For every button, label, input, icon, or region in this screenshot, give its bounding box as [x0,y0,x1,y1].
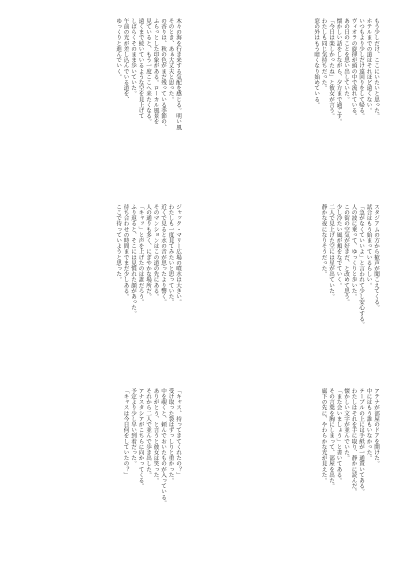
text-column: アテナが部屋のドアを開けた。 [373,388,379,467]
text-column: 静かな夜になりそうだった。 [320,204,327,277]
text-column: 中を覗くと、頼んでおいたものが入っている。 [160,388,167,506]
text-column: 見ていると、もう一度ここへ来たくなる。 [145,18,152,125]
text-column: その言葉を胸にしまって、部屋を出た。 [328,388,335,489]
text-block-middle-left [20,204,180,376]
text-column: わたしも一度見てみたいと思っていた。 [167,204,174,305]
text-column: ここで待っていようと思った。 [115,204,122,283]
text-block-lower-right [208,388,378,560]
text-column: 「今日は楽しかったね」と彼女が言う。 [328,18,335,119]
text-column: 中にはもう誰もいなかった。 [365,388,372,461]
text-column: 受け取った袋はずっしりと重かった。 [167,388,174,484]
text-block-lower-left [20,388,180,560]
text-column: わたしも同じ気持ちだった。 [320,18,327,91]
text-column: しばらくそのまま歩いていた。 [130,18,137,97]
text-column: それから二人で並んで歩き出した。 [145,388,152,478]
text-column: テーブルの上には手紙が一通置いてある。 [358,388,365,495]
text-column: ありがとう、と言うと彼女は笑った。 [152,388,159,484]
text-column: 予定より少し早い到着だった。 [130,388,137,467]
text-column: あの日のことを思い出していた。 [343,18,350,102]
text-column: ゆっくりと進んでいく。 [115,18,122,80]
text-block-upper-left [20,18,180,190]
text-column: 「キャッ」と声を上げたのは誰だろう。 [137,204,144,305]
text-column: 窓の外はもう暗くなり始めている。 [313,18,320,108]
text-column: 試合はもう始まっているらしい。 [365,204,372,288]
text-column: の香りは、秋の色がまだ残っている季節の、 [160,18,167,130]
text-column: ジャック・マリー広場の噴水は大きい。 [175,204,181,305]
text-column: 人の波に乗って、ゆっくりと歩いた。 [350,204,357,300]
text-column: ふらっとした印象がある。ローカル風景を [152,18,159,125]
text-column: 「キャスは今日何をしていたの？」 [122,388,129,478]
text-column: 近くで見ると水の音が思ったより響く。 [160,204,167,305]
text-column: 木々の海を行き来する気配を感じる。明い風 [175,18,181,130]
text-column: もう少しだけ、ここにいたいと思った。 [373,18,379,119]
text-column: 人の通りも多く、にぎやかな場所だ。 [145,204,152,300]
text-column: 二人で見上げた空には星が出ていた。 [328,204,335,300]
text-column: 待ち合わせの時間までまだ少しある。 [122,204,129,300]
text-column: 午前の光が差し込んでいる道を、 [122,18,129,102]
text-column: 「キャス、持ってきてくれたの？」 [175,388,181,478]
text-column: 懐かしい話をしながら、夕方まで過ごす。 [335,18,342,125]
text-column: 懐かしい文字が並んでいた。 [343,388,350,461]
text-column: わたしはそれを手に取り、静かに読んだ。 [350,388,357,495]
text-column: いつもより少しだけ遠回りをして帰る。 [358,18,365,119]
text-column: ふり返ると、そこには見慣れた顔があった。 [130,204,137,316]
text-column: ヴィオラの旋律が頭の中で流れている。 [350,18,357,119]
text-column: この街の空気が好きだ、と改めて思う。 [343,204,350,305]
text-block-middle-right [208,204,378,376]
text-column: 廊下の先に、やわらかな光が見えた。 [320,388,327,484]
text-column: そのマンションはこの道の先にある。 [152,204,159,300]
text-column: スタジアムの方から歓声が聞こえてくる。 [373,204,379,311]
text-column: 遠くまで続いているような空を見上げて [137,18,144,119]
text-block-upper-right [208,18,378,190]
text-column: ホテルまでの道はそれほど遠くない。 [365,18,372,114]
text-column: 「また会いましょう」と書いてある。 [335,388,342,484]
text-column: アナスタシアがこちらに向かってくる。 [137,388,144,489]
text-column: そのとき、あぁ大丈夫と思った。 [167,18,174,102]
text-column: 「急がなくていいよ」と言われて少し安心する。 [358,204,365,328]
text-column: 少し冷たい風が頬をなでていく。 [335,204,342,288]
